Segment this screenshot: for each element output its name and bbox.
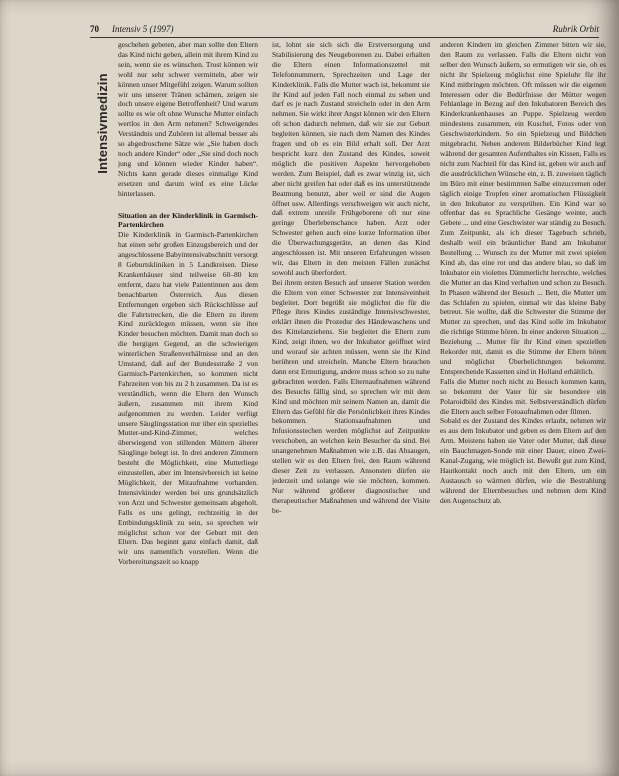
text-column-3 — [440, 40, 606, 770]
page-header — [90, 24, 599, 36]
section-side-tab — [92, 48, 112, 198]
paragraph: Bei ihrem ersten Besuch auf unserer Station werden die Eltern von einer Schwester zur Intensiveinheit begleitet. Dort begrüßt sie möglichst die für die Pflege ihres Kindes zuständige Intensivschwester, erklärt ihnen die Prozedur des Händewaschens und des Kittelanziehens. Sie begleitet die Eltern zum Kind, zeigt ihnen, wo der Inkubator geöffnet wird und worauf sie achten müssen, wenn sie ihr Kind berühren und streicheln. Manche Eltern brauchen dann erst Ermutigung, andere muss schon so zu nahe gebrachten werden. Falls Elternaufnahmen während des Besuchs fällig sind, so sprechen wir mit dem Kind und möchten mit seinem Namen an, damit die Eltern das Gefühl für die Persönlichkeit ihres Kindes bekommen. Stationsaufnahmen und Infusionsstechen werden möglichst auf Zeitpunkte verschoben, an welchen kein Besucher da sind. Bei unangenehmen Maßnahmen wie z.B. das Absaugen, stellen wir es den Eltern frei, den Raum während dieser Zeit zu verlassen. Ansonsten dürfen sie jederzeit und solange wie sie möchten, kommen. Nur während größerer diagnostischer und therapeutischer Maßnahmen und während der Visite be- — [272, 277, 430, 515]
paragraph: Sobald es der Zustand des Kindes erlaubt, nehmen wir es aus dem Inkubator und geben es dem Eltern auf den Arm. Meistens haben sie Vater oder Mutter, daß diese ein Bauchmagen-Sonde mit einer Dauer, einen Zwei-Kanal-Zugang, wie möglich ist. Bewußt gut zum Kind, Hautkontakt noch auch mit den Eltern, um ein Austausch so wärmen dürfen, wie die Bestrahlung während der Elternbesuches und nehmen dem Kind den Augenschutz ab. — [440, 416, 606, 505]
paragraph: Falls die Mutter noch nicht zu Besuch kommen kann, so bekommt der Vater für sie besondere ein Polaroidbild des Kindes mit. Selbstverständlich dürfen die Eltern auch selber Fotoaufnahmen oder filmen. — [440, 376, 606, 416]
paragraph: ist, lohnt sie sich sich die Erstversorgung und Stabilisierung des Neugeborenen zu. Dabei erhalten die Eltern einen Informationszettel mit Telefonnummern, Sprechzeiten und Lage der Kinderklinik. Falls die Mutter wach ist, bekommt sie ihr Kind auf jeden Fall noch einmal zu sehen und darf es je nach Zustand streicheln oder in den Arm nehmen. Sie wirkt ihrer Angst können wir den Eltern oft schon dadurch nehmen, daß wir sie zur Geburt begleiten können, sie nach dem Namen des Kindes fragen und ob es ein Bild erhalt soll. Der Arzt bespricht kurz den Zustand des Kindes, soweit möglich die positiven Aspekte hervorgehoben werden. Zum Beispiel, daß es zwar winzig ist, sich aber nicht greifen hat oder daß es ins unterstützende Beatmung benutzt, aber weil er sind die Augen öffnet usw. Allerdings verschweigen wir auch nicht, daß extrem unreife Frühgeborene oft nur eine geringe Überlebenschance haben. Arzt oder Schwester gehen auch eine kurze Information über die Überwachungsgeräte, an denen das Kind angeschlossen ist. Mit unseren Erfahrungen wissen wir, das Eltern in den meisten Fällen zunächst sowohl auch überfordert. — [272, 40, 430, 277]
text-column-2 — [272, 40, 430, 770]
journal-citation: Intensiv 5 (1997) — [112, 24, 174, 34]
paragraph: anderen Kindern im gleichen Zimmer bitten wir sie, den Raum zu verlassen. Falls die Eltern nicht von selber den Wunsch äußern, so ermutigen wir sie, ob es nicht ihr Spielzeug möglichst eine Spieluhr für ihr Kind mitbringen möchten. Oft müssen wir die eigenen Interessen oder die Bedürfnisse der Mütter wegen Fehlanlage in Bezug auf den Inkubatoren Bereich des Kinderkrankenhauses an Puppe. Spielzeug werden mindestens zusammen, ein Kuschel, Fotos oder von Geschwisterkindern. So ein Spielzeug und Bildchen mitgebracht. Neben anderem Bilderbücher Kind legt während der gesamten Aufenthaltes ein Kissen, Falls es nicht zum Nachteil für das Kind ist, geben wir auch auf die ausdrücklichen Wünsche ein, z. B. zuweisen täglich im Büro mit einer bestimmten Salbe einzucremen oder täglich einige Tropfen einer aromatischen Flüssigkeit in den Inkubator zu versprühen. Ein Kind war so offenbar das es Sprachliche Gesänge weinte, auch Gebete ... und eine Geschwister war ständig zu Besuch. Zum Zeitpunkt, als ich dieser Tagebuch schrieb, deshalb weil ein bräunlicher Band am Inkubator Bestellung ... Wunsch zu der Mutter mit zwei spielen Kind ab, das eine rot und das andere blau, so daß im Inkubator ein violettes Dämmerlicht herrschte, welches die Mutter an das Kind verhalten und schon zu Besuch. In Phasen während der Besuch ... Bett, die Mutter um das Schlafen zu spielen, einmal wir das kleine Baby betreut. Sie wollte, daß die Schwester die Stimme der Mutter zu sprechen, und das Kind solle im Inkubator die richtige Stimme hören. In einer anderen Situation ... Beziehung ... Mutter für ihr Kind einen speziellen Rekorder mit, damit es die Stimme der Eltern hören und möglichst Überbelichtungen bekommt. Entsprechende Kassetten sind in Holland erhältlich. — [440, 40, 606, 376]
paragraph: geschehen gebeten, aber man sollte den Eltern das Kind nicht geben, allein mit ihrem Kind zu sein, wenn sie es wünschen. Trost können wir wohl nur sehr schwer vermitteln, aber wir können unser Mitgefühl zeigen. Warum sollten wir uns unserer Tränen schämen, zeigen sie doch unsere eigene Betroffenheit? Und warum sollte es wie oft ohne Wunsche Mutter einfach wertlos in den Arm nehmen? Schweigendes Verständnis und Zuhören ist allemal besser als so abgedroschene Sätze wie „Sie haben doch noch andere Kinder“ oder „Sie sind doch noch jung und können wieder Kinder haben“. Nichts kann gerade dieses einmalige Kind ersetzen und darum wird es eine Lücke hinterlassen. — [118, 40, 258, 198]
section-heading: Situation an der Kinderklinik in Garmisch-Partenkirchen — [118, 210, 258, 230]
section-title: Rubrik Orbit — [552, 24, 599, 34]
text-column-1 — [118, 40, 258, 770]
header-rule — [90, 37, 599, 38]
side-tab-label: Intensivmedizin — [94, 72, 110, 174]
paragraph: Die Kinderklinik in Garmisch-Partenkirchen hat einen sehr großen Einzugsbereich und der angeschlossene Babyintensivabschnitt versorgt 8 Geburtskliniken in 5 Landkreisen. Diese Krankenhäuser sind teilweise 60–80 km entfernt, dazu hat viele Patientinnen aus dem benachbarten Österreich. Aus diesen Entfernungen ergeben sich Rückschlüsse auf die Fahrtstrecken, die die Eltern zu ihrem Kind zurücklegen müssen, wenn sie ihre Kinder besuchen möchten. Damit man doch so die bergigen Gegend, an die schwierigen winterlichen Straßenverhältnisse und an den Umstand, daß auf der Bundesstraße 2 von Garmisch-Partenkirchen, so kommen nicht Fahrzeiten von bis zu 2 h zusammen. Da ist es verständlich, wenn die Eltern den Wunsch äußern, zusammen mit ihrem Kind aufgenommen zu werden. Leider verfügt unsere Säuglingsstation nur über ein spezielles Mutter-und-Kind-Zimmer, welches überwiegend von stillenden Müttern älterer Säuglinge belegt ist. In drei anderen Zimmern besteht die Möglichkeit, eine Mutterliege einzustellen, aber im Intensivbereich ist keine Möglichkeit, der Mitaufnahme vorhanden. Intensivkinder werden bei uns grundsätzlich von Arzt und Schwester gemeinsam abgeholt. Falls es uns gelingt, rechtzeitig in der Entbindungsklinik zu sein, so sprechen wir möglichst schon vor der Geburt mit den Eltern. Das beginnt ganz einfach damit, daß wir uns namentlich vorstellen. Wenn die Vorbereitungszeit so knapp — [118, 230, 258, 567]
page-number: 70 — [90, 24, 99, 34]
